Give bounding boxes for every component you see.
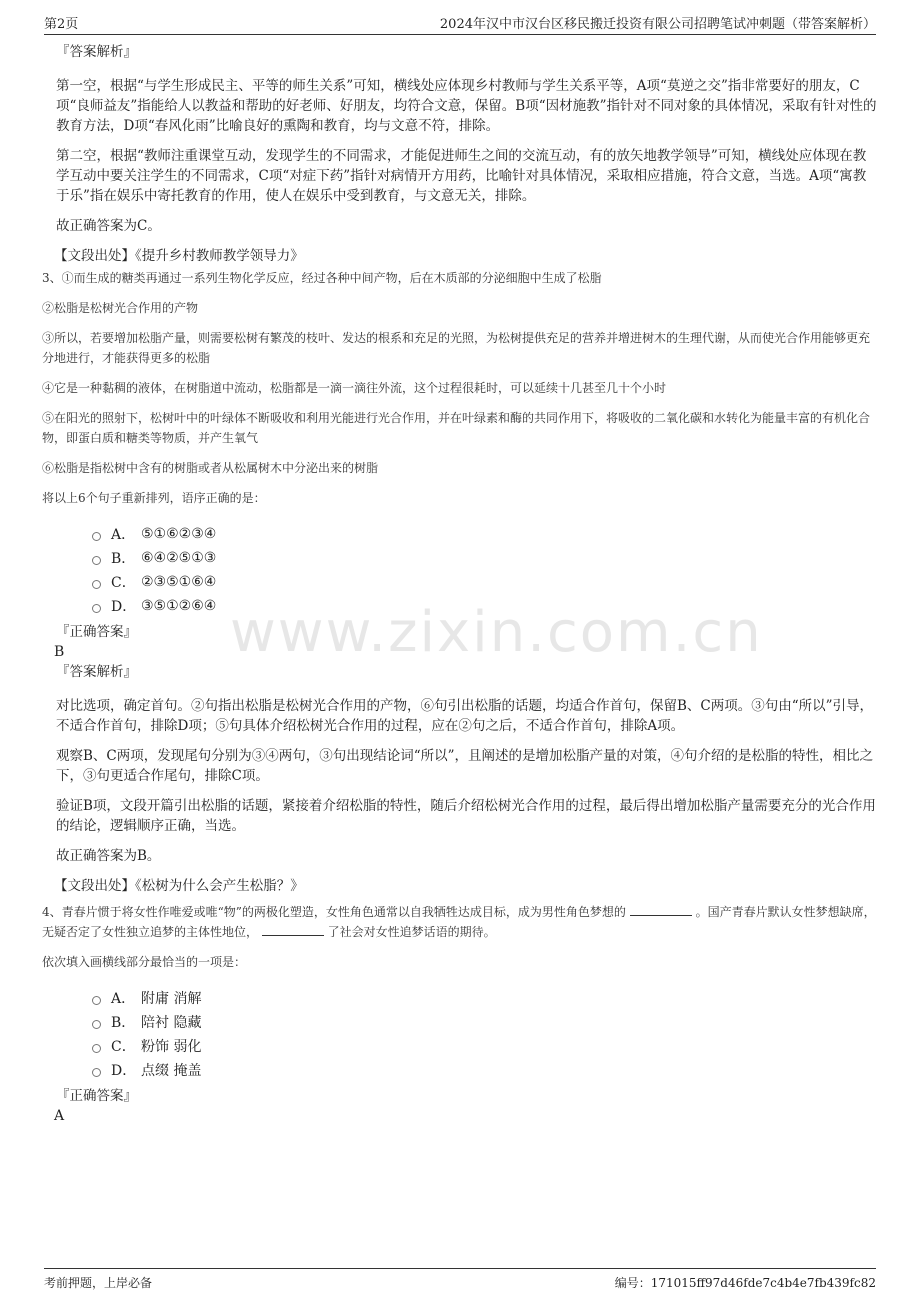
option-c[interactable]: [92, 570, 878, 594]
correct-answer-tag: 『正确答案』: [56, 624, 137, 640]
analysis-paragraph: 第一空，根据“与学生形成民主、平等的师生关系”可知，横线处应体现乡村教师与学生关系平等，A项“莫逆之交”指非常要好的朋友，C项“良师益友”指能给人以教益和帮助的好老师、好朋友，均符合文意，保留。B项“因材施教”指针对不同对象的具体情况，采取有针对性的教育方法，D项“春风化雨”比喻良好的熏陶和教育，均与文意不符，排除。: [56, 78, 877, 134]
option-text: 附庸 消解: [141, 991, 202, 1007]
analysis-paragraph: 观察B、C两项，发现尾句分别为③④两句，③句出现结论词“所以”，且阐述的是增加松脂产量的对策，④句介绍的是松脂的特性，相比之下，③句更适合作尾句，排除C项。: [56, 748, 874, 784]
option-b[interactable]: [92, 546, 878, 570]
question-sentence: ②松脂是松树光合作用的产物: [42, 301, 199, 315]
fill-blank: [262, 923, 324, 936]
option-text: ⑤①⑥②③④: [141, 526, 217, 542]
option-letter: A．: [111, 527, 136, 543]
options-list: [56, 986, 878, 1082]
analysis-conclusion: 故正确答案为C。: [56, 218, 161, 234]
question-sentence: 3、①而生成的糖类再通过一系列生物化学反应，经过各种中间产物，后在木质部的分泌细胞中生成了松脂: [42, 271, 602, 285]
option-b[interactable]: [92, 1010, 878, 1034]
question-sentence: ④它是一种黏稠的液体，在树脂道中流动，松脂都是一滴一滴往外流，这个过程很耗时，可以延续十几甚至几十个小时: [42, 381, 667, 395]
analysis-paragraph: 验证B项，文段开篇引出松脂的话题，紧接着介绍松脂的特性，随后介绍松树光合作用的过程，最后得出增加松脂产量需要充分的光合作用的结论，逻辑顺序正确，当选。: [56, 798, 876, 834]
option-text: 粉饰 弱化: [141, 1039, 202, 1055]
radio-icon[interactable]: [92, 1068, 101, 1077]
option-letter: A．: [111, 991, 136, 1007]
page-header: [44, 10, 876, 35]
page-number: 第2页: [44, 17, 79, 32]
radio-icon[interactable]: [92, 580, 101, 589]
stem-part: 了社会对女性追梦话语的期待。: [327, 925, 496, 939]
question-prompt: 依次填入画横线部分最恰当的一项是：: [42, 955, 247, 969]
document-id: 编号：171015ff97d46fde7c4b4e7fb439fc82: [614, 1276, 876, 1290]
option-text: 陪衬 隐藏: [141, 1015, 202, 1031]
option-letter: B．: [111, 551, 136, 567]
radio-icon[interactable]: [92, 556, 101, 565]
correct-answer: A: [54, 1108, 65, 1124]
source-citation: 【文段出处】《松树为什么会产生松脂？》: [54, 878, 304, 894]
document-body: [42, 42, 878, 1126]
fill-blank: [630, 903, 692, 916]
radio-icon[interactable]: [92, 996, 101, 1005]
radio-icon[interactable]: [92, 532, 101, 541]
stem-part: 。国产青春片默认女性梦想缺席，无疑否定了女性独立追梦的主体性地位，: [42, 905, 876, 939]
option-text: ③⑤①②⑥④: [141, 598, 217, 614]
option-letter: B．: [111, 1015, 136, 1031]
option-text: 点缀 掩盖: [141, 1063, 202, 1079]
question-sentence: ⑤在阳光的照射下，松树叶中的叶绿体不断吸收和利用光能进行光合作用，并在叶绿素和酶的共同作用下，将吸收的二氧化碳和水转化为能量丰富的有机化合物，即蛋白质和糖类等物质，并产生氧气: [42, 411, 871, 445]
option-a[interactable]: [92, 986, 878, 1010]
option-letter: C．: [111, 1039, 136, 1055]
option-a[interactable]: [92, 522, 878, 546]
document-title: 2024年汉中市汉台区移民搬迁投资有限公司招聘笔试冲刺题（带答案解析）: [439, 17, 876, 32]
option-letter: D．: [111, 599, 137, 615]
option-d[interactable]: [92, 1058, 878, 1082]
option-text: ②③⑤①⑥④: [141, 574, 217, 590]
analysis-paragraph: 对比选项，确定首句。②句指出松脂是松树光合作用的产物，⑥句引出松脂的话题，均适合作首句，保留B、C两项。③句由“所以”引导，不适合作首句，排除D项；⑤句具体介绍松树光合作用的过程，应在②句之后，不适合作首句，排除A项。: [56, 698, 874, 734]
analysis-tag: 『答案解析』: [56, 44, 137, 60]
option-letter: D．: [111, 1063, 137, 1079]
source-citation: 【文段出处】《提升乡村教师教学领导力》: [54, 248, 304, 264]
analysis-tag: 『答案解析』: [56, 664, 137, 680]
watermark: www.zixin.com.cn: [230, 600, 763, 665]
correct-answer-tag: 『正确答案』: [56, 1088, 137, 1104]
option-c[interactable]: [92, 1034, 878, 1058]
footer-slogan: 考前押题，上岸必备: [44, 1276, 153, 1290]
question-stem: [42, 902, 878, 942]
radio-icon[interactable]: [92, 604, 101, 613]
question-sentence: ③所以，若要增加松脂产量，则需要松树有繁茂的枝叶、发达的根系和充足的光照，为松树提供充足的营养并增进树木的生理代谢，从而使光合作用能够更充分地进行，才能获得更多的松脂: [42, 331, 871, 365]
option-letter: C．: [111, 575, 136, 591]
analysis-paragraph: 第二空，根据“教师注重课堂互动，发现学生的不同需求，才能促进师生之间的交流互动，有的放矢地教学领导”可知，横线处应体现在教学互动中要关注学生的不同需求，C项“对症下药”指针对病情开方用药，比喻针对具体情况，采取相应措施，符合文意，当选。A项“寓教于乐”指在娱乐中寄托教育的作用，使人在娱乐中受到教育，与文意无关，排除。: [56, 148, 867, 204]
question-prompt: 将以上6个句子重新排列，语序正确的是：: [42, 491, 266, 505]
option-d[interactable]: [92, 594, 878, 618]
options-list: [56, 522, 878, 618]
radio-icon[interactable]: [92, 1020, 101, 1029]
radio-icon[interactable]: [92, 1044, 101, 1053]
stem-part: 4、青春片惯于将女性作唯爱或唯“物”的两极化塑造，女性角色通常以自我牺牲达成目标，成为男性角色梦想的: [42, 905, 626, 919]
page-footer: [44, 1268, 876, 1291]
question-sentence: ⑥松脂是指松树中含有的树脂或者从松属树木中分泌出来的树脂: [42, 461, 379, 475]
correct-answer: B: [54, 644, 65, 660]
option-text: ⑥④②⑤①③: [141, 550, 217, 566]
analysis-conclusion: 故正确答案为B。: [56, 848, 161, 864]
